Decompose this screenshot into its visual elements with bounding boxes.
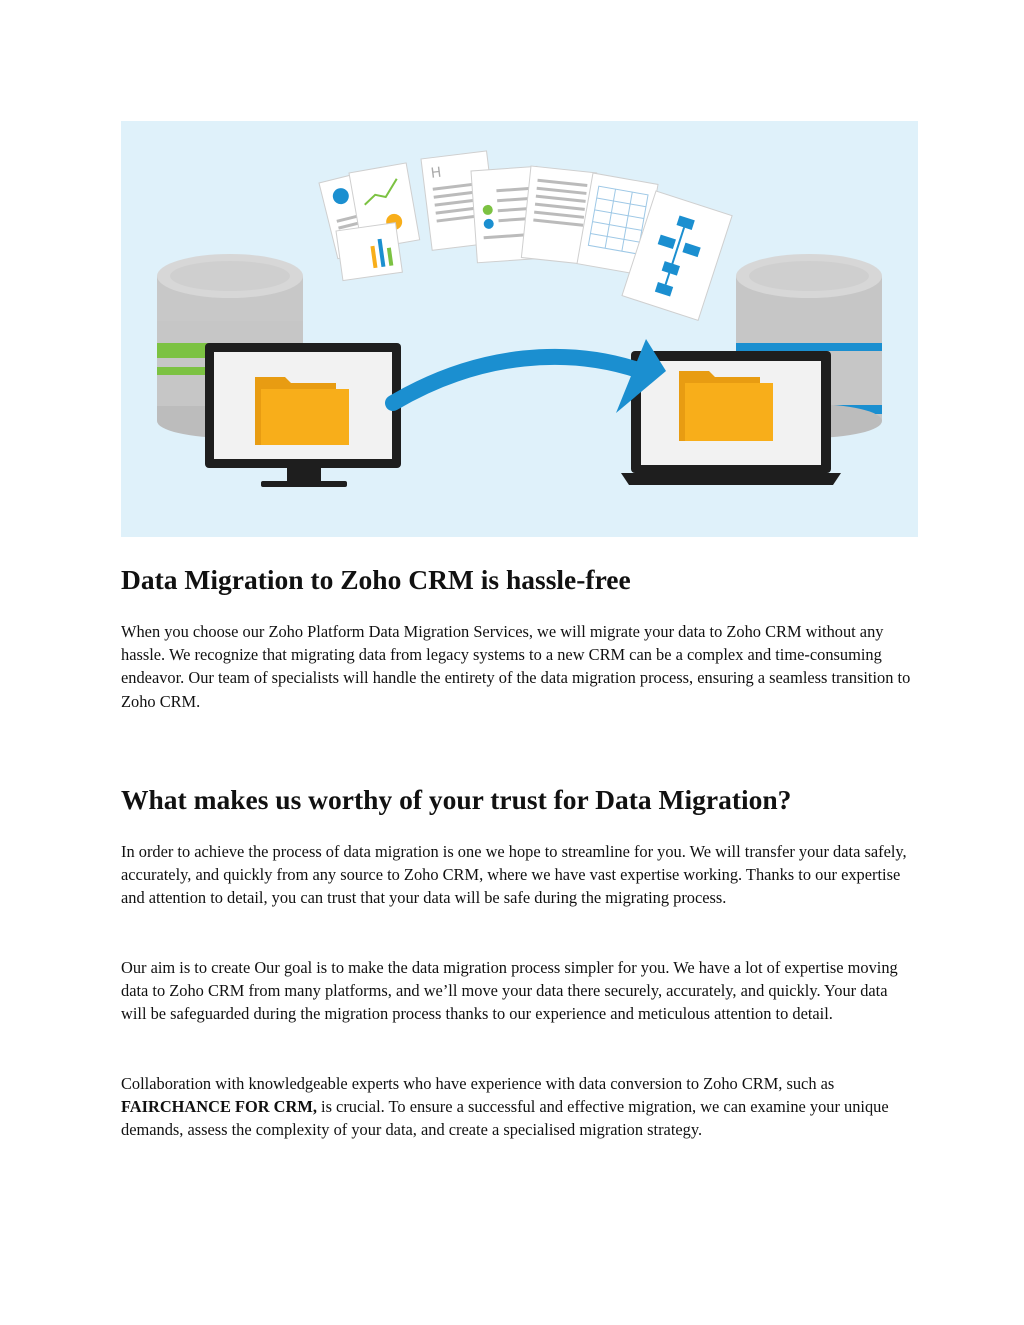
body-paragraph: In order to achieve the process of data migration is one we hope to streamline for you. We will transfer your data safely, accurately, and quickly from any source to Zoho CRM, where we have vast expertise working. Thanks to our expertise and attention to detail, you can trust that your data will be safe during the migrating process.	[121, 842, 907, 908]
folder-icon	[679, 371, 773, 441]
body-paragraph: Our aim is to create Our goal is to make the data migration process simpler for you. We have a lot of expertise moving data to Zoho CRM from many platforms, and we’ll move your data there securely, accurately, and quickly. Your data will be safeguarded during the migration process thanks to our experience and meticulous attention to detail.	[121, 958, 898, 1024]
body-paragraph	[121, 1072, 911, 1142]
hero-illustration	[121, 121, 918, 537]
arrow-icon	[393, 339, 666, 413]
company-name: FAIRCHANCE FOR CRM,	[121, 1097, 317, 1117]
monitor-icon	[205, 343, 401, 487]
paragraph-text: is crucial. To ensure a successful and effective migration, we can examine your unique demands, assess the complexity of your data, and create a specialised migration strategy.	[121, 1097, 889, 1140]
intro-paragraph: When you choose our Zoho Platform Data Migration Services, we will migrate your data to Zoho CRM without any hassle. We recognize that migrating data from legacy systems to a new CRM can be a complex and time-consuming endeavor. Our team of specialists will handle the entirety of the data migration process, ensuring a seamless transition to Zoho CRM.	[121, 622, 911, 711]
section-heading: Data Migration to Zoho CRM is hassle-free	[121, 564, 631, 595]
section-heading: What makes us worthy of your trust for Data Migration?	[121, 784, 792, 815]
svg-text:H: H	[429, 164, 443, 182]
document-icon	[319, 151, 732, 320]
paragraph-text: Collaboration with knowledgeable experts who have experience with data conversion to Zoho CRM, such as	[121, 1074, 835, 1093]
folder-icon	[255, 377, 349, 445]
